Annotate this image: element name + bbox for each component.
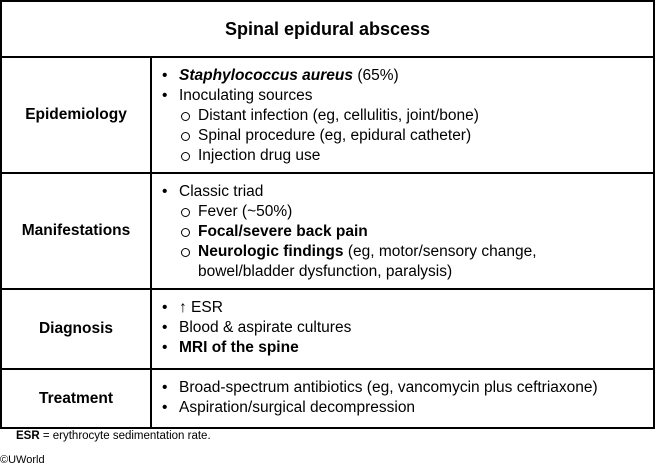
row-label-epidemiology: Epidemiology [2, 58, 152, 172]
list-item: • ↑ ESR [160, 298, 653, 318]
row-label-diagnosis: Diagnosis [2, 290, 152, 368]
footnote: ESR = erythrocyte sedimentation rate. [16, 430, 211, 442]
list-item: • Aspiration/surgical decompression [160, 398, 653, 418]
row-label-manifestations: Manifestations [2, 174, 152, 288]
sub-list-item: Distant infection (eg, cellulitis, joint/bone) [160, 106, 653, 126]
row-content-treatment [152, 370, 653, 427]
sub-list-item: Focal/severe back pain [160, 222, 653, 242]
row-content-epidemiology [152, 58, 653, 172]
sub-list-item: Fever (~50%) [160, 202, 653, 222]
row-content-diagnosis [152, 290, 653, 368]
sub-list-item: Neurologic findings (eg, motor/sensory change, bowel/bladder dysfunction, paralysis) [160, 242, 653, 282]
row-label-treatment: Treatment [2, 370, 152, 427]
sub-list-item: Injection drug use [160, 146, 653, 166]
copyright-notice: ©UWorld [0, 454, 45, 466]
list-item: • Staphylococcus aureus (65%) [160, 66, 653, 86]
list-item: • Broad-spectrum antibiotics (eg, vancomycin plus ceftriaxone) [160, 378, 653, 398]
sub-list-item: Spinal procedure (eg, epidural catheter) [160, 126, 653, 146]
row-manifestations [2, 174, 653, 290]
list-item: • Blood & aspirate cultures [160, 318, 653, 338]
row-epidemiology [2, 58, 653, 174]
table-title: Spinal epidural abscess [2, 2, 653, 58]
row-diagnosis [2, 290, 653, 370]
row-content-manifestations [152, 174, 653, 288]
row-treatment [2, 370, 653, 427]
list-item: • Inoculating sources [160, 86, 653, 106]
list-item: • Classic triad [160, 182, 653, 202]
list-item: • MRI of the spine [160, 338, 653, 358]
